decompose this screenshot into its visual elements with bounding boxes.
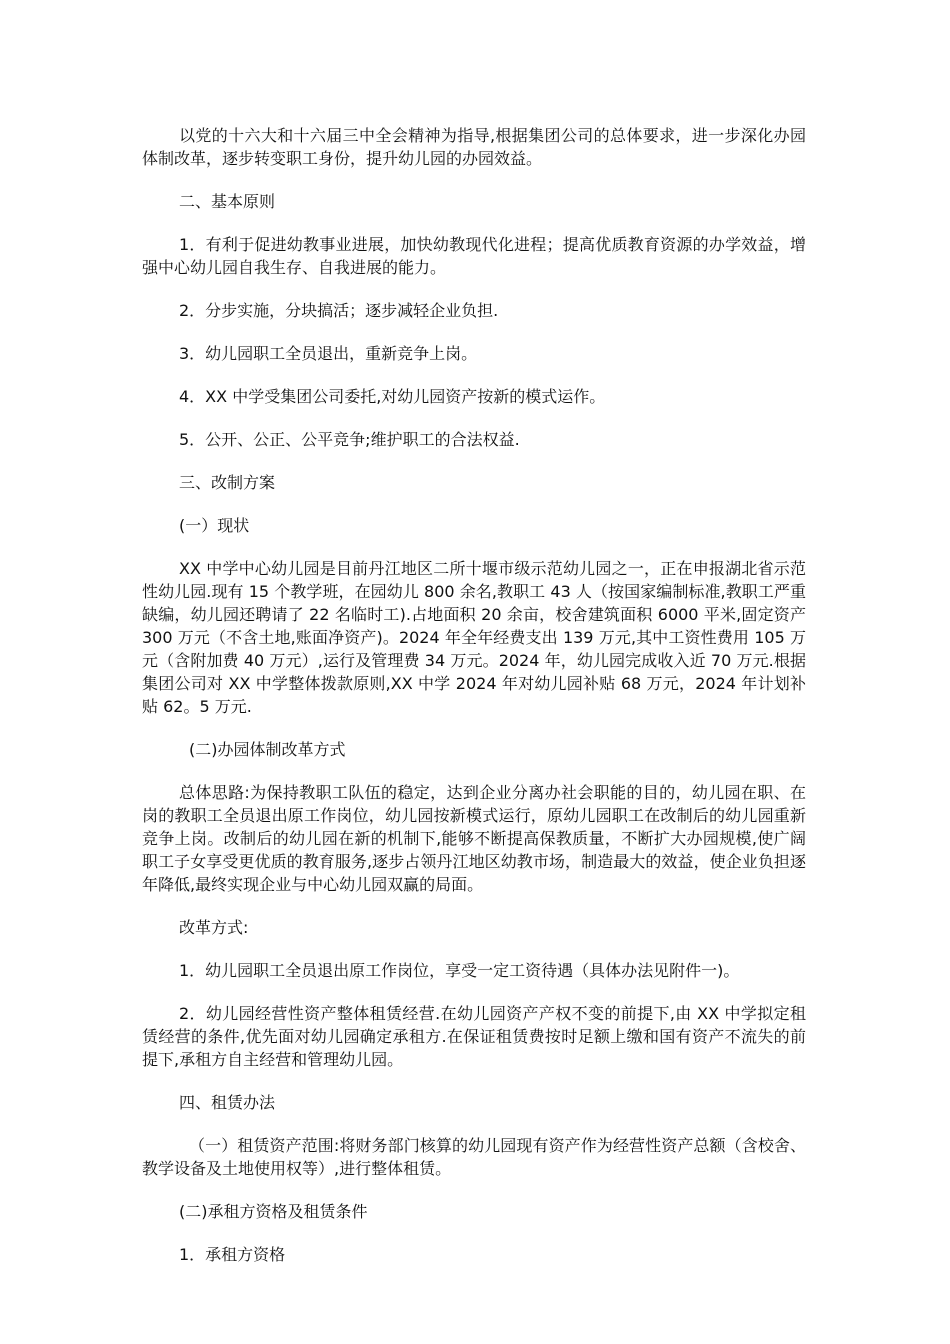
- reform-method-label: 改革方式:: [179, 918, 249, 937]
- paragraph-current-status: XX 中学中心幼儿园是目前丹江地区二所十堰市级示范幼儿园之一，正在申报湖北省示范性幼儿园.现有 15 个教学班，在园幼儿 800 余名,教职工 43 人（按国家编制标准,教职工严重缺编，幼儿园还聘请了 22 名临时工).占地面积 20 余亩，校舍建筑面积 6000 平米,固定资产 300 万元（不含土地,账面净资产)。2024 年全年经费支出 139 万元,其中工资性费用 105 万元（含附加费 40 万元）,运行及管理费 34 万元。2024 年，幼儿园完成收入近 70 万元.根据集团公司对 XX 中学整体拨款原则,XX 中学 2024 年对幼儿园补贴 68 万元，2024 年计划补贴 62。5 万元.: [142, 559, 806, 716]
- principle-item-2: 2．分步实施，分块搞活；逐步减轻企业负担.: [179, 301, 499, 320]
- section-heading-reform-plan: 三、改制方案: [179, 473, 276, 492]
- section-heading-lease-method: 四、租赁办法: [179, 1093, 276, 1112]
- paragraph-overall-approach: 总体思路:为保持教职工队伍的稳定，达到企业分离办社会职能的目的，幼儿园在职、在岗的教职工全员退出原工作岗位，幼儿园按新模式运行，原幼儿园职工在改制后的幼儿园重新竞争上岗。改制后的幼儿园在新的机制下,能够不断提高保教质量，不断扩大办园规模,使广阔职工子女享受更优质的教育服务,逐步占领丹江地区幼教市场，制造最大的效益，使企业负担逐年降低,最终实现企业与中心幼儿园双赢的局面。: [142, 783, 806, 894]
- subsection-heading-current-status: (一）现状: [179, 516, 250, 535]
- document-body: [142, 124, 806, 1286]
- reform-method-item-2: 2．幼儿园经营性资产整体租赁经营.在幼儿园资产产权不变的前提下,由 XX 中学拟定租赁经营的条件,优先面对幼儿园确定承租方.在保证租赁费按时足额上缴和国有资产不流失的前提下,承租方自主经营和管理幼儿园。: [142, 1004, 806, 1069]
- paragraph-intro: 以党的十六大和十六届三中全会精神为指导,根据集团公司的总体要求，进一步深化办园体制改革，逐步转变职工身份，提升幼儿园的办园效益。: [142, 126, 806, 168]
- paragraph-lease-scope: （一）租赁资产范围:将财务部门核算的幼儿园现有资产作为经营性资产总额（含校舍、教学设备及土地使用权等）,进行整体租赁。: [142, 1136, 806, 1178]
- subsection-heading-reform-method: (二)办园体制改革方式: [189, 740, 346, 759]
- principle-item-1: 1．有利于促进幼教事业进展，加快幼教现代化进程；提高优质教育资源的办学效益，增强中心幼儿园自我生存、自我进展的能力。: [142, 235, 806, 277]
- reform-method-item-1: 1．幼儿园职工全员退出原工作岗位，享受一定工资待遇（具体办法见附件一)。: [179, 961, 740, 980]
- lessee-qualification-item-1: 1．承租方资格: [179, 1245, 286, 1264]
- principle-item-4: 4．XX 中学受集团公司委托,对幼儿园资产按新的模式运作。: [179, 387, 606, 406]
- section-heading-basic-principles: 二、基本原则: [179, 192, 276, 211]
- principle-item-5: 5．公开、公正、公平竞争;维护职工的合法权益.: [179, 430, 520, 449]
- principle-item-3: 3．幼儿园职工全员退出，重新竞争上岗。: [179, 344, 478, 363]
- subsection-heading-lessee-qualification: (二)承租方资格及租赁条件: [179, 1202, 368, 1221]
